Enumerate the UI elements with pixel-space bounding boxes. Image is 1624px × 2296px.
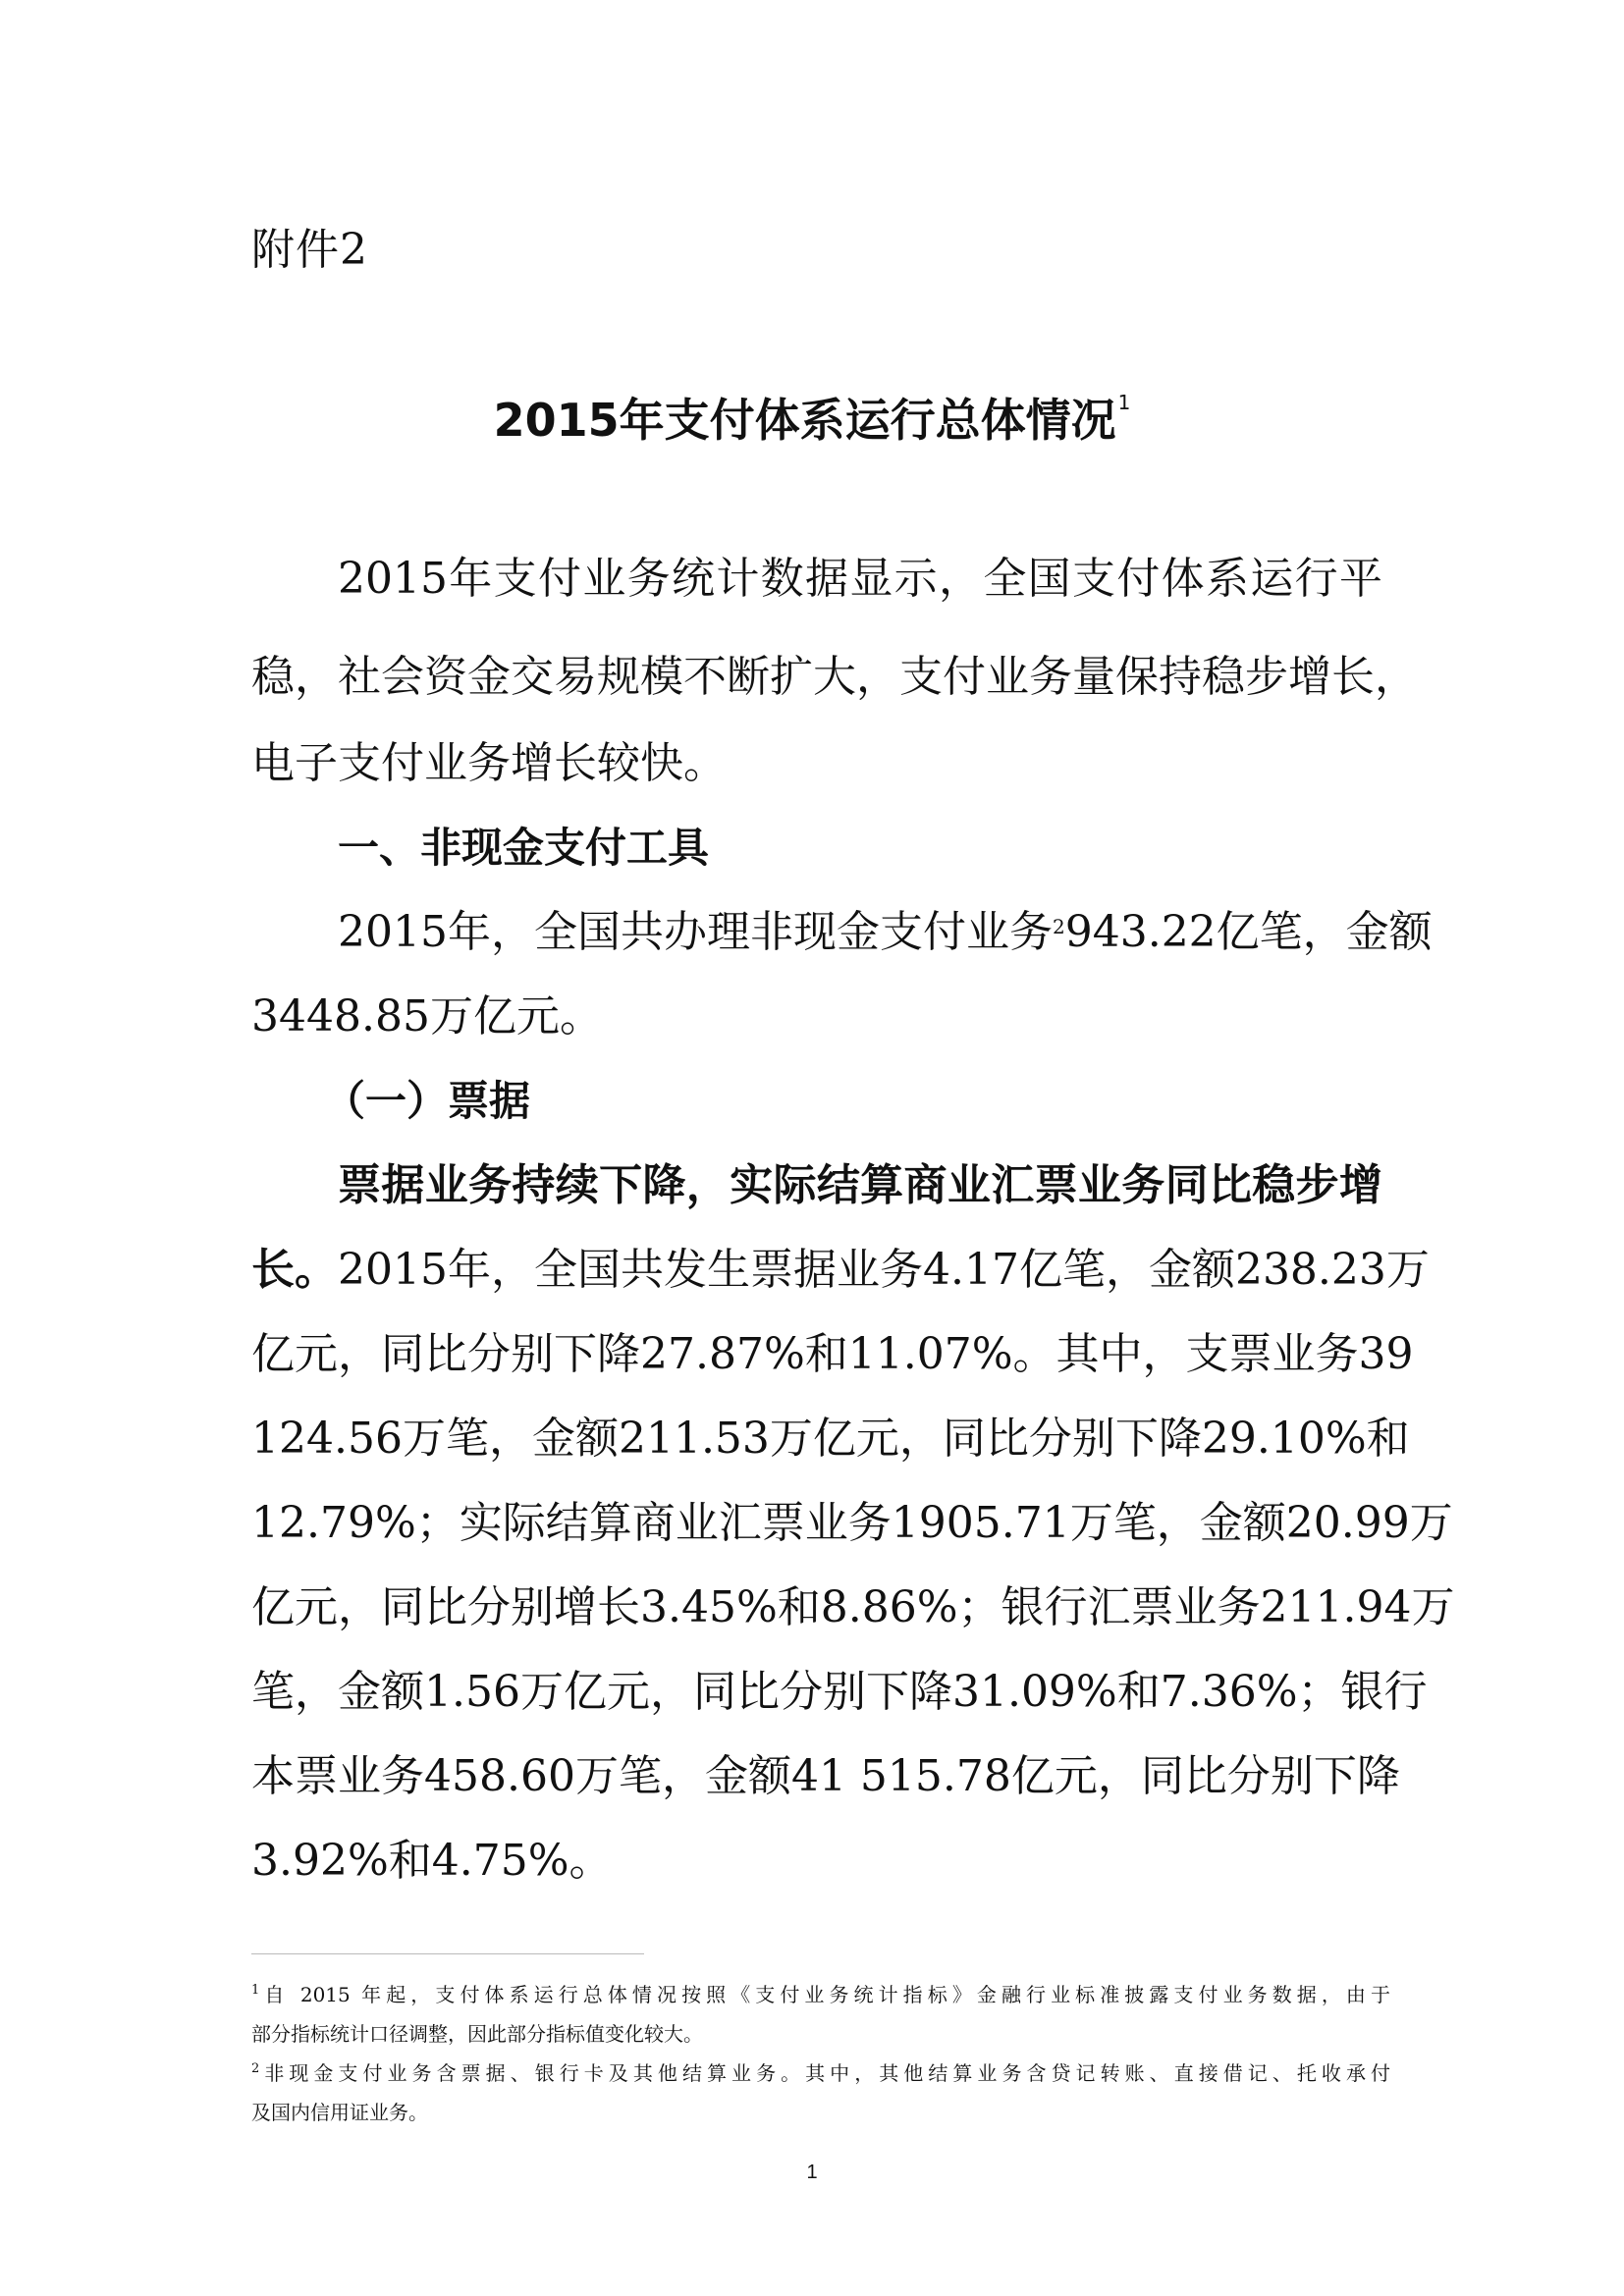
section1-para-text-a: 2015年，全国共办理非现金支付业务 [338, 907, 1053, 957]
footnote-2-line-2: 及国内信用证业务。 [251, 2101, 428, 2124]
title-footnote-mark: 1 [1117, 391, 1131, 414]
page-number: 1 [806, 2162, 818, 2183]
bills-line-6: 亿元，同比分别增长3.45%和8.86%；银行汇票业务211.94万 [251, 1582, 1455, 1632]
footnote-2-mark: 2 [251, 2061, 260, 2076]
footnote-1-text-1: 自 2015 年起，支付体系运行总体情况按照《支付业务统计指标》金融行业标准披露支付业务数据，由于 [259, 1983, 1390, 2006]
footnote-divider [251, 1953, 644, 1954]
bills-lead-line-2: 长。 [251, 1245, 338, 1295]
section-heading-non-cash: 一、非现金支付工具 [338, 824, 710, 872]
bills-line-7: 笔，金额1.56万亿元，同比分别下降31.09%和7.36%；银行 [251, 1667, 1428, 1717]
bills-line-5: 12.79%；实际结算商业汇票业务1905.71万笔，金额20.99万 [251, 1498, 1453, 1548]
footnote-mark-2: 2 [1052, 915, 1065, 938]
intro-line-2: 稳，社会资金交易规模不断扩大，支付业务量保持稳步增长， [251, 652, 1418, 702]
footnote-2-text-1: 非现金支付业务含票据、银行卡及其他结算业务。其中，其他结算业务含贷记转账、直接借记、托收承付 [259, 2061, 1390, 2085]
subsection-heading-bills: （一）票据 [324, 1077, 531, 1125]
footnote-2-line-1 [251, 2054, 1390, 2093]
document-title-text: 2015年支付体系运行总体情况 [493, 394, 1116, 447]
intro-line-1: 2015年支付业务统计数据显示，全国支付体系运行平 [338, 554, 1382, 604]
attachment-label: 附件2 [251, 225, 368, 275]
bills-lead-line-1: 票据业务持续下降，实际结算商业汇票业务同比稳步增 [338, 1160, 1382, 1210]
footnote-1-mark: 1 [251, 1983, 260, 1998]
section1-para-text-b: 943.22亿笔，金额 [1064, 907, 1433, 957]
section1-para-line-1 [338, 901, 1433, 964]
intro-line-3: 电子支付业务增长较快。 [251, 738, 727, 788]
footnote-1-line-1 [251, 1975, 1390, 2014]
bills-line-2-rest: 2015年，全国共发生票据业务4.17亿笔，金额238.23万 [338, 1245, 1430, 1295]
bills-line-4: 124.56万笔，金额211.53万亿元，同比分别下降29.10%和 [251, 1414, 1410, 1464]
bills-line-3: 亿元，同比分别下降27.87%和11.07%。其中，支票业务39 [251, 1329, 1414, 1379]
bills-line-8: 本票业务458.60万笔，金额41 515.78亿元，同比分别下降 [251, 1751, 1400, 1801]
document-title [0, 385, 1624, 450]
bills-line-2 [251, 1239, 1430, 1302]
footnote-1-line-2: 部分指标统计口径调整，因此部分指标值变化较大。 [251, 2022, 703, 2046]
bills-line-9: 3.92%和4.75%。 [251, 1836, 613, 1886]
section1-para-line-2: 3448.85万亿元。 [251, 991, 603, 1041]
